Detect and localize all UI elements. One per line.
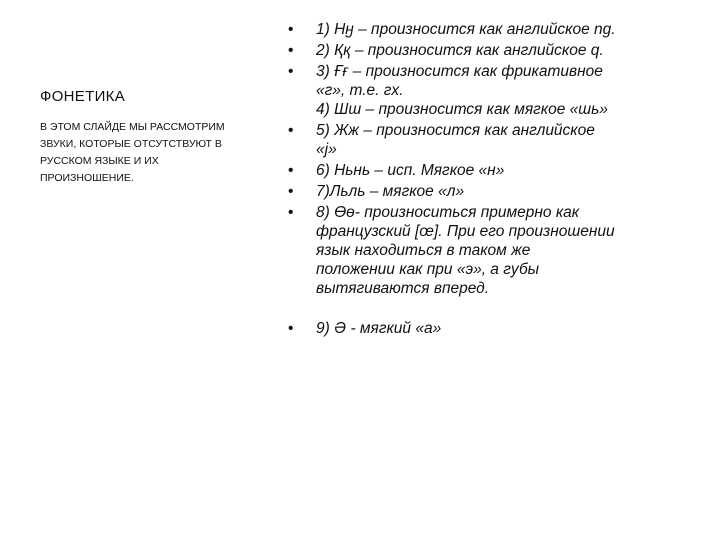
- item-line: вытягиваются вперед.: [316, 280, 490, 297]
- list-item: [288, 182, 708, 201]
- bullet-icon: •: [288, 320, 294, 337]
- item-line: язык находиться в таком же: [316, 242, 531, 259]
- bullet-icon: •: [288, 204, 294, 221]
- bullet-icon: •: [288, 21, 294, 38]
- list-item: [288, 62, 708, 119]
- bullet-icon: •: [288, 183, 294, 200]
- list-item: [288, 121, 708, 159]
- item-line: 9) Ә - мягкий «а»: [316, 320, 442, 337]
- list-item: [288, 161, 708, 180]
- bullet-icon: •: [288, 42, 294, 59]
- item-line: «г», т.е. гх.: [316, 82, 404, 99]
- item-line: 7)Льль – мягкое «л»: [316, 183, 465, 200]
- left-panel: [40, 88, 270, 187]
- item-line: положении как при «э», а губы: [316, 261, 540, 278]
- bullet-icon: •: [288, 122, 294, 139]
- list-item: [288, 41, 708, 60]
- subtitle-line: ПРОИЗНОШЕНИЕ.: [40, 172, 134, 184]
- subtitle-line: В ЭТОМ СЛАЙДЕ МЫ РАССМОТРИМ: [40, 121, 225, 133]
- phonetics-list: [288, 20, 708, 340]
- list-item: [288, 203, 708, 298]
- bullet-icon: •: [288, 162, 294, 179]
- subtitle-line: ЗВУКИ, КОТОРЫЕ ОТСУТСТВУЮТ В: [40, 138, 222, 150]
- list-item: [288, 319, 708, 338]
- item-line: 4) Шш – произносится как мягкое «шь»: [316, 101, 608, 118]
- item-line: 8) Өө- произноситься примерно как: [316, 204, 580, 221]
- bullet-icon: •: [288, 63, 294, 80]
- item-line: французский [œ]. При его произношении: [316, 223, 615, 240]
- item-line: «j»: [316, 141, 337, 158]
- list-item: [288, 20, 708, 39]
- item-line: 1) Нӈ – произносится как английское ng.: [316, 21, 616, 38]
- subtitle-line: РУССКОМ ЯЗЫКЕ И ИХ: [40, 155, 159, 167]
- item-line: 6) Ньнь – исп. Мягкое «н»: [316, 162, 505, 179]
- slide-title: ФОНЕТИКА: [40, 88, 125, 105]
- item-line: 2) Ққ – произносится как английское q.: [316, 42, 604, 59]
- item-line: 3) Ғғ – произносится как фрикативное: [316, 63, 603, 80]
- slide-subtitle: [40, 119, 270, 187]
- item-line: 5) Жж – произносится как английское: [316, 122, 595, 139]
